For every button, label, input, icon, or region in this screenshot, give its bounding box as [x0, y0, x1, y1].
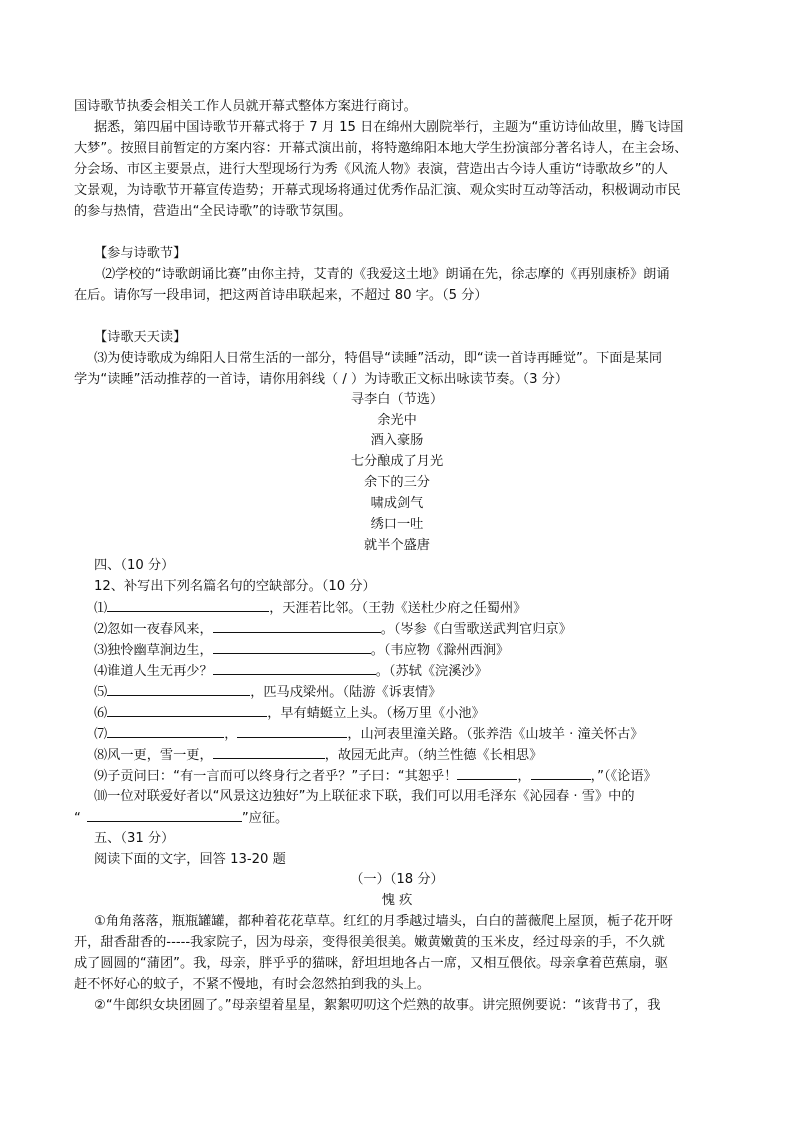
intro-line: 大梦”。按照目前暂定的方案内容：开幕式演出前，将特邀绵阳本地大学生扮演部分著名诗人，在主会场、: [74, 141, 688, 156]
article-title: 愧 疚: [381, 893, 413, 908]
fill-blank-item: ⑼子贡问曰：“有一言而可以终身行之者乎？”子曰：“其恕乎！ ， ，”（《论语》: [94, 766, 657, 787]
article-line: 成了圆圆的“蒲团”。我，母亲，胖乎乎的猫咪，舒坦坦地各占一席，又相互偎依。母亲拿着芭蕉扇，驱: [74, 956, 668, 971]
section-heading: 五、（31 分）: [94, 831, 175, 846]
article-line: ①角角落落，瓶瓶罐罐，都种着花花草草。红红的月季越过墙头，白白的蔷薇爬上屋顶，栀子花开呀: [94, 914, 673, 929]
answer-blank[interactable]: [213, 745, 325, 759]
intro-line: 据悉，第四届中国诗歌节开幕式将于 7 月 15 日在绵州大剧院举行，主题为“重访诗仙故里，腾飞诗国: [94, 120, 684, 135]
fill-blank-item: ⑵忽如一夜春风来， 。（岑参《白雪歌送武判官归京》: [94, 619, 572, 640]
question-line: ⑶为使诗歌成为绵阳人日常生活的一部分，特倡导“读睡”活动，即“读一首诗再睡觉”。下面是某同: [94, 351, 663, 366]
instruction: 阅读下面的文字，回答 13-20 题: [94, 852, 286, 867]
fill-blank-item: ⑺ ， ，山河表里潼关路。（张养浩《山坡羊 · 潼关怀古》: [94, 724, 643, 745]
fill-blank-item: ⑴ ，天涯若比邻。（王勃《送杜少府之任蜀州》: [94, 598, 526, 619]
section-heading: 【参与诗歌节】: [94, 246, 187, 261]
intro-line: 文景观，为诗歌节开幕宣传造势；开幕式现场将通过优秀作品汇演、观众实时互动等活动，积极调动市民: [74, 183, 681, 198]
question-line: ⑵学校的“诗歌朗诵比赛”由你主持，艾青的《我爱这土地》朗诵在先，徐志摩的《再别康桥》朗诵: [102, 267, 670, 282]
answer-blank[interactable]: [531, 766, 591, 780]
intro-line: 国诗歌节执委会相关工作人员就开幕式整体方案进行商讨。: [74, 99, 417, 114]
fill-blank-item: “ ”应征。: [74, 808, 288, 829]
answer-blank[interactable]: [213, 640, 371, 654]
poem-line: 七分酿成了月光: [350, 454, 444, 469]
section-heading: 四、（10 分）: [94, 558, 175, 573]
article-line: 开，甜香甜香的-----我家院子，因为母亲，变得很美很美。嫩黄嫩黄的玉米皮，经过母亲的手，不久就: [74, 935, 665, 950]
fill-blank-item: ⑽一位对联爱好者以“风景这边独好”为上联征求下联，我们可以用毛泽东《沁园春 · 雪》中的: [94, 789, 635, 804]
fill-blank-item: ⑷谁道人生无再少？ 。（苏轼《浣溪沙》: [94, 661, 488, 682]
answer-blank[interactable]: [237, 724, 347, 738]
poem-line: 绣口一吐: [370, 517, 424, 532]
poem-line: 就半个盛唐: [364, 538, 430, 553]
poem-line: 余光中: [377, 413, 417, 428]
answer-blank[interactable]: [87, 808, 242, 822]
answer-blank[interactable]: [213, 661, 376, 675]
article-line: ②“牛郎织女块团圆了。”母亲望着星星，絮絮叨叨这个烂熟的故事。讲完照例要说：“该背书了，我: [94, 998, 661, 1013]
answer-blank[interactable]: [107, 598, 269, 612]
fill-blank-item: ⑹ ，早有蜻蜓立上头。（杨万里《小池》: [94, 703, 485, 724]
fill-blank-item: ⑸ ，匹马戍梁州。（陆游《诉衷情》: [94, 682, 441, 703]
question-line: 学为“读睡”活动推荐的一首诗，请你用斜线（ / ）为诗歌正文标出咏读节奏。（3 分）: [74, 372, 569, 387]
answer-blank[interactable]: [107, 703, 267, 717]
part-label: （一）（18 分）: [350, 872, 444, 887]
intro-line: 分会场、市区主要景点，进行大型现场行为秀《风流人物》表演，营造出古今诗人重访“诗歌故乡”的人: [74, 162, 668, 177]
fill-blank-item: ⑶独怜幽草涧边生， 。（韦应物《滁州西涧》: [94, 640, 509, 661]
answer-blank[interactable]: [457, 766, 517, 780]
poem-line: 啸成剑气: [370, 496, 424, 511]
poem-line: 余下的三分: [364, 475, 430, 490]
section-heading: 【诗歌天天读】: [94, 330, 187, 345]
answer-blank[interactable]: [107, 682, 250, 696]
answer-blank[interactable]: [213, 619, 381, 633]
question-line: 在后。请你写一段串词，把这两首诗串联起来，不超过 80 字。（5 分）: [74, 288, 488, 303]
answer-blank[interactable]: [107, 724, 224, 738]
intro-line: 的参与热情，营造出“全民诗歌”的诗歌节氛围。: [74, 204, 352, 219]
poem-line: 酒入豪肠: [370, 433, 424, 448]
fill-blank-item: ⑻风一更，雪一更， ，故园无此声。（纳兰性德《长相思》: [94, 745, 542, 766]
question-line: 12、补写出下列名篇名句的空缺部分。（10 分）: [94, 579, 376, 594]
poem-title: 寻李白（节选）: [350, 392, 444, 407]
article-line: 赶不怀好心的蚊子，不紧不慢地，有时会忽然拍到我的头上。: [74, 977, 431, 992]
